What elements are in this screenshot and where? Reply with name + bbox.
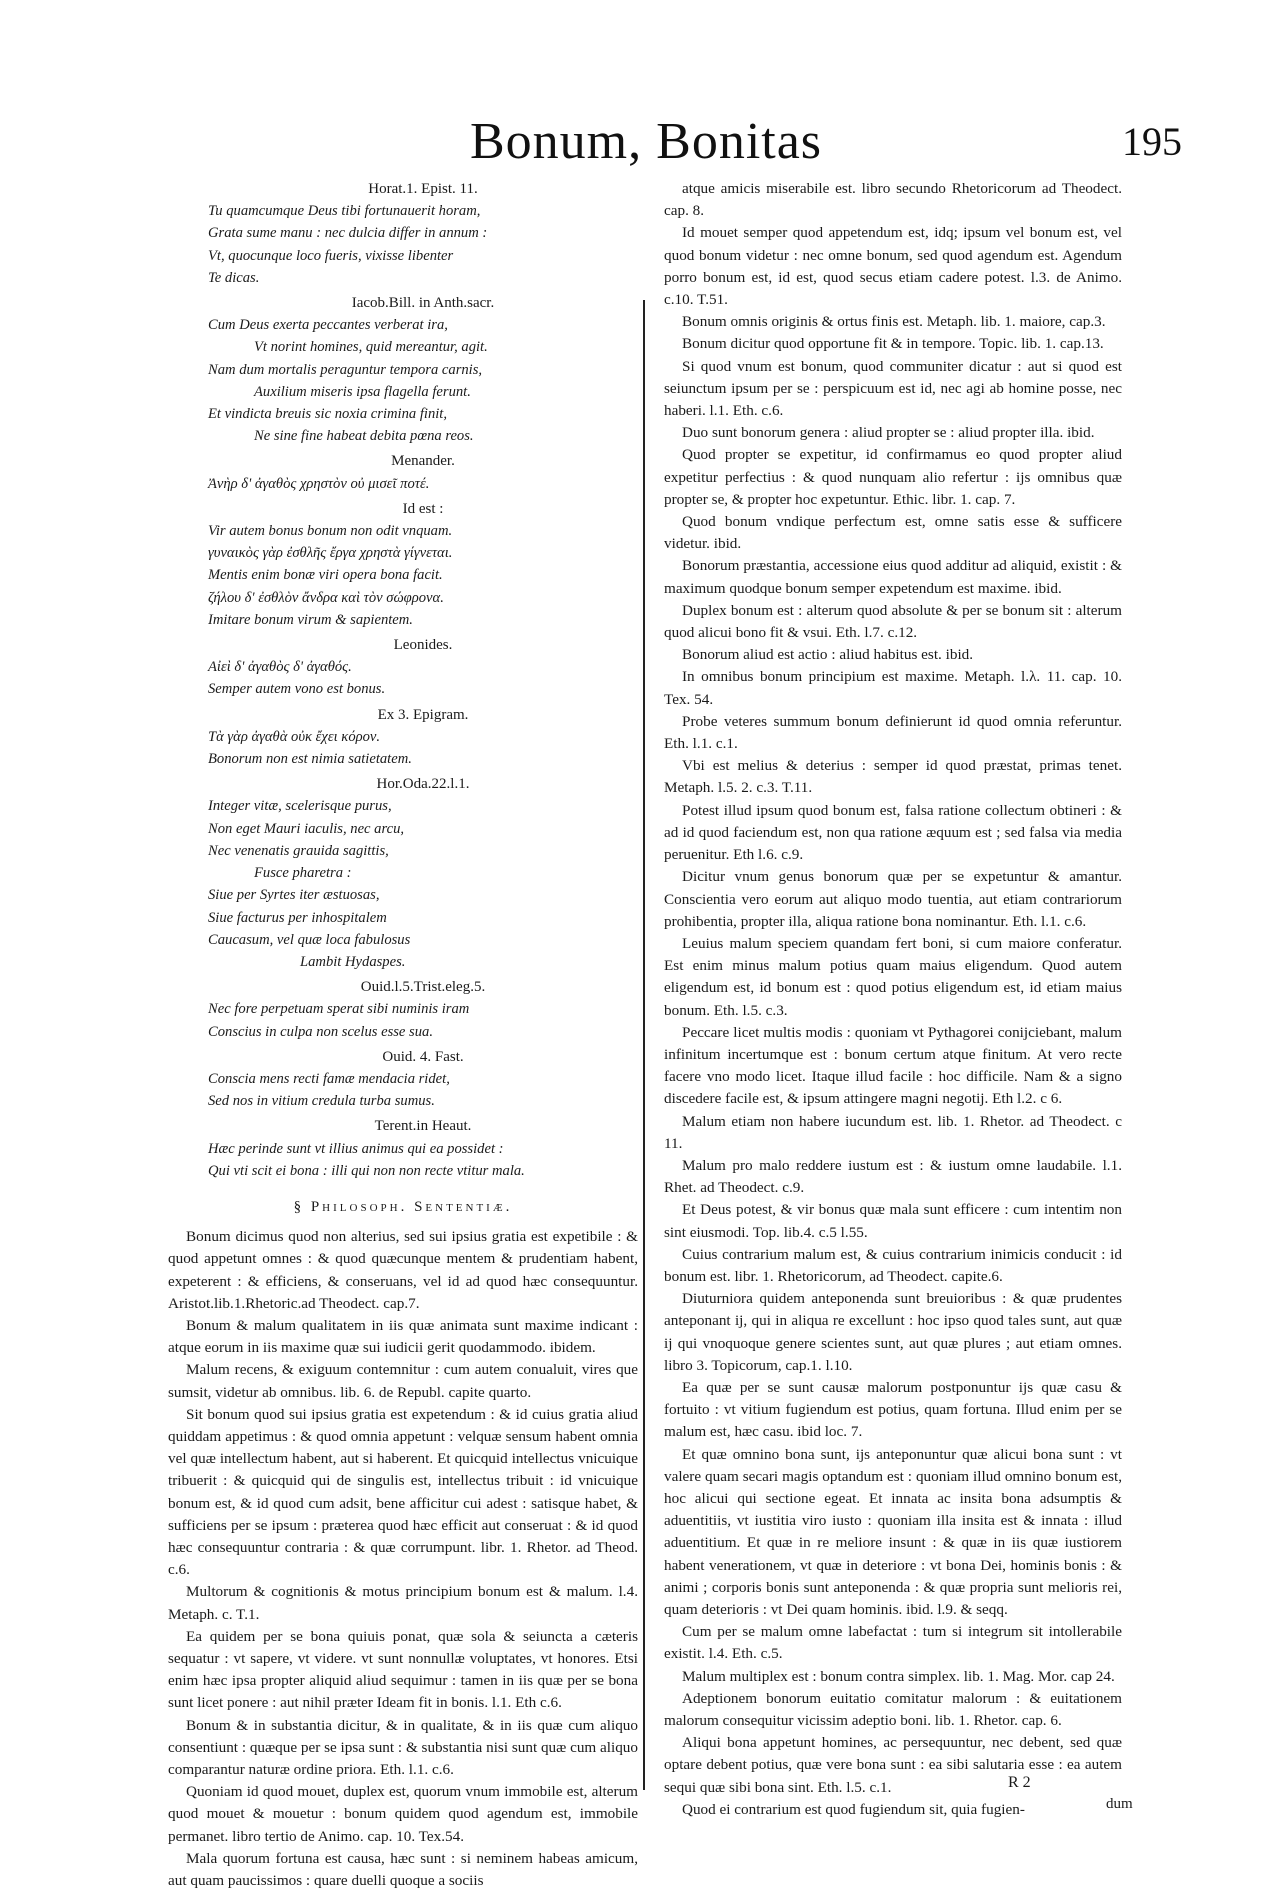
right-paragraphs <box>664 178 1122 1821</box>
text-paragraph: Duo sunt bonorum genera : aliud propter se : aliud propter illa. ibid. <box>682 424 1095 442</box>
poem-line: Semper autem vono est bonus. <box>208 681 386 698</box>
text-paragraph: Malum etiam non habere iucundum est. lib. 1. Rhetor. ad Theodect. c 11. <box>664 1112 1122 1152</box>
poem-block <box>168 178 638 289</box>
poem-line: Mentis enim bonæ viri opera bona facit. <box>208 567 443 584</box>
poem-line: Qui vti scit ei bona : illi qui non non recte vtitur mala. <box>208 1162 525 1179</box>
poem-line: Fusce pharetra : <box>254 865 352 882</box>
section-heading: § Philosoph. Sententiæ. <box>293 1198 513 1215</box>
poem-source: Terent.in Heaut. <box>374 1118 472 1135</box>
text-paragraph: Aliqui bona appetunt homines, ac persequuntur, nec debent, sed quæ optare debent potius, quæ vere bona sunt : ea sibi salutaria esse : ea autem sequi quæ sibi bona sint. Eth. l.5. c.1. <box>664 1734 1122 1796</box>
poem-source: Hor.Oda.22.l.1. <box>376 776 470 793</box>
text-paragraph: Peccare licet multis modis : quoniam vt Pythagorei conijciebant, malum infinitum incertumque est : bonum certum atque finitum. At vero recte facere vno modo licet. Itaque illud facile : hoc difficile. Nam & a signo discedere facile est, & ipsum attingere magni negotij. Eth l.2. c 6. <box>664 1023 1122 1108</box>
poem-line: Conscia mens recti famæ mendacia ridet, <box>208 1070 450 1087</box>
poem-block <box>168 634 638 701</box>
poem-line: Caucasum, vel quæ loca fabulosus <box>208 931 411 948</box>
text-paragraph: Cum per se malum omne labefactat : tum si integrum sit intollerabile existit. l.4. Eth. c.5. <box>664 1623 1122 1663</box>
text-paragraph: Et Deus potest, & vir bonus quæ mala sunt efficere : cum intentim non sint eiusmodi. Top. lib.4. c.5 l.55. <box>664 1201 1122 1241</box>
signature-mark: R 2 <box>1008 1774 1031 1791</box>
text-paragraph: Malum pro malo reddere iustum est : & iustum omne laudabile. l.1. Rhet. ad Theodect. c.9. <box>664 1156 1122 1197</box>
poem-line: Et vindicta breuis sic noxia crimina finit, <box>208 406 448 423</box>
text-paragraph: Quod bonum vndique perfectum est, omne satis esse & sufficere videtur. ibid. <box>664 513 1122 553</box>
text-paragraph: Adeptionem bonorum euitatio comitatur malorum : & euitationem malorum consequitur vicissim adeptio boni. lib. 1. Rhetor. cap. 6. <box>664 1689 1122 1730</box>
text-paragraph: Mala quorum fortuna est causa, hæc sunt : si neminem habeas amicum, aut quam paucissimos : quare duelli quoque a sociis <box>168 1849 638 1890</box>
poem-line: Vir autem bonus bonum non odit vnquam. <box>208 523 453 540</box>
poem-line: Auxilium miseris ipsa flagella ferunt. <box>254 383 471 400</box>
poem-line: Vt, quocunque loco fueris, vixisse libenter <box>208 247 454 264</box>
text-paragraph: Multorum & cognitionis & motus principium bonum est & malum. l.4. Metaph. c. T.1. <box>168 1583 638 1623</box>
poem-quotations <box>168 178 638 1182</box>
poem-line: Tu quamcumque Deus tibi fortunauerit horam, <box>208 203 481 220</box>
poem-line: Cum Deus exerta peccantes verberat ira, <box>208 317 448 334</box>
poem-block <box>168 450 638 494</box>
text-paragraph: Bonum & malum qualitatem in iis quæ animata sunt maxime indicant : atque eorum in iis maxime quæ sui iudicii gerit quodammodo. ibidem. <box>168 1316 638 1357</box>
poem-block <box>168 1046 638 1113</box>
poem-source: Ouid.l.5.Trist.eleg.5. <box>360 979 486 996</box>
poem-line: Conscius in culpa non scelus esse sua. <box>208 1023 433 1040</box>
text-paragraph: Sit bonum quod sui ipsius gratia est expetendum : & id cuius gratia aliud quiddam appetimus : & quod omnia appetunt : velquæ sensum habent omnia vel quæ intellectum habent, aut si haberent. Et quicquid intellectus vnicuique tribuerit : & quicquid qui de singulis est, intellectus tribuit : id vnicuique bonum est, & id quod cum adsit, bene afficitur cui adest : satisque habet, & sufficiens per se ipsum : præterea quod hæc efficit aut conseruat : & id quod hæc consequuntur contraria : & quæ corrumpunt. libr. 1. Rhetor. ad Theod. c.6. <box>168 1405 638 1579</box>
poem-line: Lambit Hydaspes. <box>300 953 406 970</box>
poem-block <box>168 498 638 631</box>
poem-line: Vt norint homines, quid mereantur, agit. <box>254 339 488 356</box>
poem-line: Imitare bonum virum & sapientem. <box>208 611 413 628</box>
poem-line: ζήλου δ' ἐσθλὸν ἄνδρα καὶ τὸν σώφρονα. <box>208 589 444 606</box>
text-paragraph: Duplex bonum est : alterum quod absolute & per se bonum sit : alterum quod alicui bono fit & vsui. Eth. l.7. c.12. <box>664 601 1122 642</box>
text-paragraph: Quoniam id quod mouet, duplex est, quorum vnum immobile est, alterum quod mouet & mouetur : bonum quidem quod agendum est, immobile permanet. libro tertio de Animo. cap. 10. Tex.54. <box>168 1783 638 1845</box>
poem-source: Id est : <box>402 500 444 517</box>
catchword: dum <box>1106 1796 1133 1812</box>
poem-line: Siue facturus per inhospitalem <box>208 909 387 926</box>
poem-block <box>168 704 638 771</box>
page-number: 195 <box>1122 119 1182 164</box>
poem-line: Αἰεὶ δ' ἀγαθὸς δ' ἀγαθός. <box>208 659 352 676</box>
poem-line: Hæc perinde sunt vt illius animus qui ea possidet : <box>208 1140 504 1157</box>
poem-line: Nam dum mortalis peraguntur tempora carnis, <box>208 361 483 378</box>
poem-line: Bonorum non est nimia satietatem. <box>208 751 412 768</box>
text-paragraph: Quod ei contrarium est quod fugiendum sit, quia fugien- <box>682 1800 1025 1818</box>
text-paragraph: Vbi est melius & deterius : semper id quod præstat, primas tenet. Metaph. l.5. 2. c.3. T.11. <box>664 757 1122 797</box>
text-paragraph: Malum recens, & exiguum contemnitur : cum autem conualuit, vires que sumsit, videtur ab omnibus. lib. 6. de Republ. capite quarto. <box>168 1361 638 1401</box>
text-paragraph: Bonorum aliud est actio : aliud habitus est. ibid. <box>682 646 974 664</box>
poem-source: Ouid. 4. Fast. <box>382 1048 464 1065</box>
text-paragraph: Leuius malum speciem quandam fert boni, si cum maiore conferatur. Est enim minus malum potius quam maius eligendum. Quod autem eligendum est, id bonum est : quod potius eligendum est, id etiam maius bonum. Eth. l.5. c.3. <box>664 934 1122 1019</box>
poem-line: Sed nos in vitium credula turba sumus. <box>208 1093 435 1110</box>
poem-source: Leonides. <box>393 637 453 654</box>
right-column <box>664 178 1122 1821</box>
poem-line: Non eget Mauri iaculis, nec arcu, <box>208 820 405 837</box>
poem-block <box>168 1115 638 1182</box>
left-paragraphs <box>168 1226 638 1892</box>
page-title: Bonum, Bonitas <box>470 113 823 170</box>
poem-source: Ex 3. Epigram. <box>377 706 469 723</box>
text-paragraph: Ea quæ per se sunt causæ malorum postponuntur ijs quæ casu & fortuito : vt vitium fugiendum est potius, quam fortuna. Illud enim per se malum est, hæc casu. ibid loc. 7. <box>664 1378 1122 1441</box>
poem-block <box>168 976 638 1043</box>
poem-line: γυναικὸς γὰρ ἐσθλῆς ἔργα χρηστὰ γίγνεται. <box>208 545 453 562</box>
text-paragraph: Bonum omnis originis & ortus finis est. Metaph. lib. 1. maiore, cap.3. <box>682 313 1106 331</box>
text-paragraph: Dicitur vnum genus bonorum quæ per se expetuntur & amantur. Conscientia vero eorum aut aliquo modo tuentia, aut etiam contrariorum prohibentia, propter illa, aliqua ratione bona nominantur. Eth. l.1. c.6. <box>664 868 1122 930</box>
column-divider <box>643 300 645 1790</box>
poem-line: Nec fore perpetuam sperat sibi numinis iram <box>208 1001 470 1018</box>
text-paragraph: Bonum dicimus quod non alterius, sed sui ipsius gratia est expetibile : & quod appetunt omnes : & quod quæcunque mentem & prudentiam habent, expeterent : & efficiens, & conseruans, vel id ad quod hæc consequuntur. Aristot.lib.1.Rhetoric.ad Theodect. cap.7. <box>168 1228 638 1312</box>
poem-source: Iacob.Bill. in Anth.sacr. <box>351 295 495 312</box>
text-paragraph: Id mouet semper quod appetendum est, idq; ipsum vel bonum est, vel quod bonum videtur : nec omne bonum, sed quod agendum est. Agendum porro bonum est, id est, quod secus etiam cadere potest. l.3. de Animo. c.10. T.51. <box>664 224 1122 309</box>
text-paragraph: Bonum dicitur quod opportune fit & in tempore. Topic. lib. 1. cap.13. <box>682 335 1104 353</box>
text-paragraph: Bonum & in substantia dicitur, & in qualitate, & in iis quæ cum aliquo consentiunt : quæque per se ipsa sunt : & substantia nisi sunt quæ cum aliquo comparantur naturæ ordine priora. Eth. l.1. c.6. <box>168 1716 638 1779</box>
text-paragraph: Si quod vnum est bonum, quod communiter dicatur : aut si quod est seiunctum ipsum per se : perspicuum est id, nec agi ab homine posse, nec haberi. l.1. Eth. c.6. <box>664 357 1122 420</box>
text-paragraph: atque amicis miserabile est. libro secundo Rhetoricorum ad Theodect. cap. 8. <box>664 180 1122 220</box>
text-paragraph: Ea quidem per se bona quiuis ponat, quæ sola & seiuncta a cæteris sequatur : vt sapere, vt videre. vt sunt nonnullæ voluptates, vt honores. Etsi enim hæc ipsa propter aliquid aliud sequimur : tamen in iis quæ per se bona sunt licet ponere : aut nihil præter Ideam fit in bonis. l.1. Eth c.6. <box>168 1627 638 1712</box>
text-paragraph: Potest illud ipsum quod bonum est, falsa ratione collectum obtineri : & ad id quod faciendum est, non qua ratione æquum est ; sed falsa via media peruenitur. Eth l.6. c.9. <box>664 801 1122 864</box>
poem-block <box>168 773 638 973</box>
poem-source: Menander. <box>391 453 455 470</box>
poem-line: Nec venenatis grauida sagittis, <box>208 842 389 859</box>
poem-line: Te dicas. <box>208 269 260 286</box>
poem-source: Horat.1. Epist. 11. <box>368 181 478 197</box>
text-paragraph: Bonorum præstantia, accessione eius quod additur ad aliquid, existit : & maximum quodque bonum semper expetendum est maxime. ibid. <box>664 557 1122 597</box>
text-paragraph: Cuius contrarium malum est, & cuius contrarium inimicis conducit : id bonum est. libr. 1. Rhetoricorum, ad Theodect. capite.6. <box>664 1245 1122 1285</box>
text-paragraph: Diuturniora quidem anteponenda sunt breuioribus : & quæ prudentes anteponant ij, qui in aliqua re excellunt : hoc ipso quod tales sunt, aut quæ ij qui vnoquoque genere scientes sunt, aut quæ plures ; aut etiam omnes. libro 3. Topicorum, cap.1. l.10. <box>664 1290 1122 1374</box>
text-paragraph: Probe veteres summum bonum definierunt id quod omnia referuntur. Eth. l.1. c.1. <box>664 712 1122 753</box>
poem-line: Integer vitæ, scelerisque purus, <box>208 798 392 815</box>
poem-line: Ne sine fine habeat debita pœna reos. <box>254 428 474 445</box>
poem-line: Τὰ γὰρ ἀγαθὰ οὐκ ἔχει κόρον. <box>208 728 381 745</box>
poem-line: Ἀνὴρ δ' ἀγαθὸς χρηστὸν οὐ μισεῖ ποτέ. <box>208 475 430 492</box>
poem-line: Siue per Syrtes iter æstuosas, <box>208 887 380 904</box>
text-paragraph: Malum multiplex est : bonum contra simplex. lib. 1. Mag. Mor. cap 24. <box>682 1667 1115 1685</box>
text-paragraph: Quod propter se expetitur, id confirmamus eo quod propter aliud expetitur perfectius : & quod nunquam alio refertur : ijs omnibus quæ propter se, & propter hoc expetuntur. Ethic. libr. 1. cap. 7. <box>664 446 1122 508</box>
left-column <box>168 178 638 1892</box>
text-paragraph: In omnibus bonum principium est maxime. Metaph. l.λ. 11. cap. 10. Tex. 54. <box>664 668 1122 708</box>
text-paragraph: Et quæ omnino bona sunt, ijs anteponuntur quæ alicui bona sunt : vt valere quam secari magis optandum est : quoniam illud omnino bonum est, hoc alicui qui sectione egeat. Et innata ac insita bona adsumptis & aduentitiis, vt iustitia viro iusto : quoniam illa insita est & innata : illud aduentitium. Et quæ in re meliore insunt : & quæ in iis quæ iustiorem habent venerationem, vt quæ in deteriore : vt bona Dei, hominis bonis : & animi ; corporis bonis sunt anteponenda : & quæ propria sunt melioris rei, quam deterioris : vt Dei quam hominis. ibid. l.9. & seqq. <box>664 1445 1122 1618</box>
poem-block <box>168 292 638 447</box>
poem-line: Grata sume manu : nec dulcia differ in annum : <box>208 225 488 242</box>
